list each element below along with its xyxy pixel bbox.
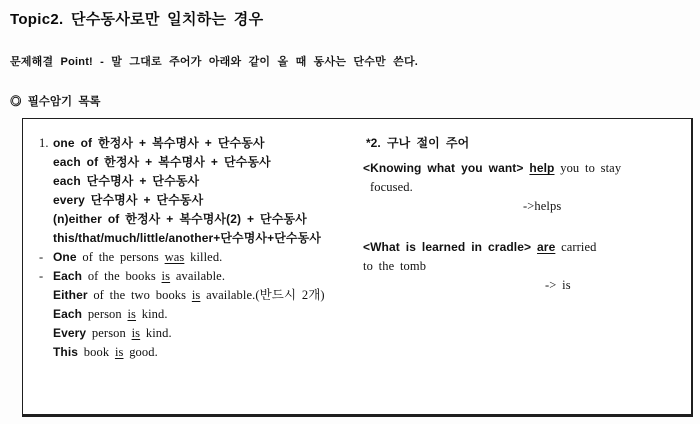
text-segment: each 단수명사 + 단수동사 — [53, 174, 200, 188]
left-column — [39, 134, 359, 362]
text-line — [363, 276, 689, 295]
text-segment: -> is — [545, 278, 571, 292]
text-segment: This — [53, 345, 79, 359]
text-line — [39, 210, 359, 229]
text-line — [39, 267, 359, 286]
text-segment: is — [127, 307, 137, 321]
text-segment: kind. — [136, 307, 168, 321]
text-segment: was — [164, 250, 185, 264]
text-segment: Each — [53, 307, 83, 321]
text-segment: available.(반드시 2개) — [200, 288, 325, 302]
text-line — [363, 178, 689, 197]
line-marker: - — [39, 269, 44, 283]
text-segment: is — [161, 269, 171, 283]
text-line — [363, 159, 689, 178]
text-segment: <Knowing what you want> — [363, 161, 530, 175]
text-segment: of the persons — [76, 250, 165, 264]
text-segment: Each — [53, 269, 83, 283]
text-segment: person — [86, 326, 132, 340]
text-segment: is — [131, 326, 141, 340]
text-segment: Either — [53, 288, 88, 302]
text-line — [39, 248, 359, 267]
rules-and-examples-list — [39, 134, 359, 362]
text-segment: <What is learned in cradle> — [363, 240, 538, 254]
problem-solving-point: 문제해결 Point! - 말 그대로 주어가 아래와 같이 올 때 동사는 단수만 쓴다. — [10, 56, 419, 68]
text-segment: book — [78, 345, 115, 359]
text-line — [39, 324, 359, 343]
text-segment: are — [537, 240, 556, 254]
content-box — [22, 118, 693, 417]
example-block-cradle — [363, 238, 689, 295]
text-segment: of the books — [82, 269, 162, 283]
text-segment: this/that/much/little/another+단수명사+단수동사 — [53, 231, 321, 245]
text-segment: killed. — [184, 250, 223, 264]
text-line — [363, 257, 689, 276]
text-line — [39, 134, 359, 153]
text-segment: every 단수명사 + 단수동사 — [53, 193, 204, 207]
page-title: Topic2. 단수동사로만 일치하는 경우 — [10, 11, 264, 28]
text-segment: you to stay — [554, 161, 622, 175]
memorize-list-label: ◎ 필수암기 목록 — [10, 96, 101, 108]
text-line — [39, 229, 359, 248]
text-segment: kind. — [140, 326, 172, 340]
text-segment: each of 한정사 + 복수명사 + 단수동사 — [53, 155, 271, 169]
text-segment: help — [529, 161, 555, 175]
right-column — [363, 134, 689, 295]
example-block-knowing — [363, 159, 689, 216]
text-line — [39, 286, 359, 305]
line-marker: - — [39, 250, 44, 264]
text-line — [39, 343, 359, 362]
text-line — [363, 238, 689, 257]
text-segment: carried — [555, 240, 597, 254]
line-marker: 1. — [39, 136, 49, 150]
text-segment: is — [114, 345, 124, 359]
text-line — [39, 305, 359, 324]
text-segment: person — [82, 307, 128, 321]
clause-subject-heading: *2. 구나 절이 주어 — [366, 136, 470, 150]
text-line — [39, 191, 359, 210]
text-segment: available. — [170, 269, 226, 283]
text-segment: one of 한정사 + 복수명사 + 단수동사 — [53, 136, 265, 150]
text-segment: Every — [53, 326, 87, 340]
text-segment: ->helps — [523, 199, 562, 213]
text-line — [363, 197, 689, 216]
text-segment: (n)either of 한정사 + 복수명사(2) + 단수동사 — [53, 212, 307, 226]
text-segment: to the tomb — [363, 259, 427, 273]
text-segment: focused. — [370, 180, 413, 194]
text-line — [39, 153, 359, 172]
text-segment: is — [191, 288, 201, 302]
text-segment: One — [53, 250, 77, 264]
text-line — [39, 172, 359, 191]
text-segment: good. — [123, 345, 158, 359]
text-segment: of the two books — [87, 288, 192, 302]
